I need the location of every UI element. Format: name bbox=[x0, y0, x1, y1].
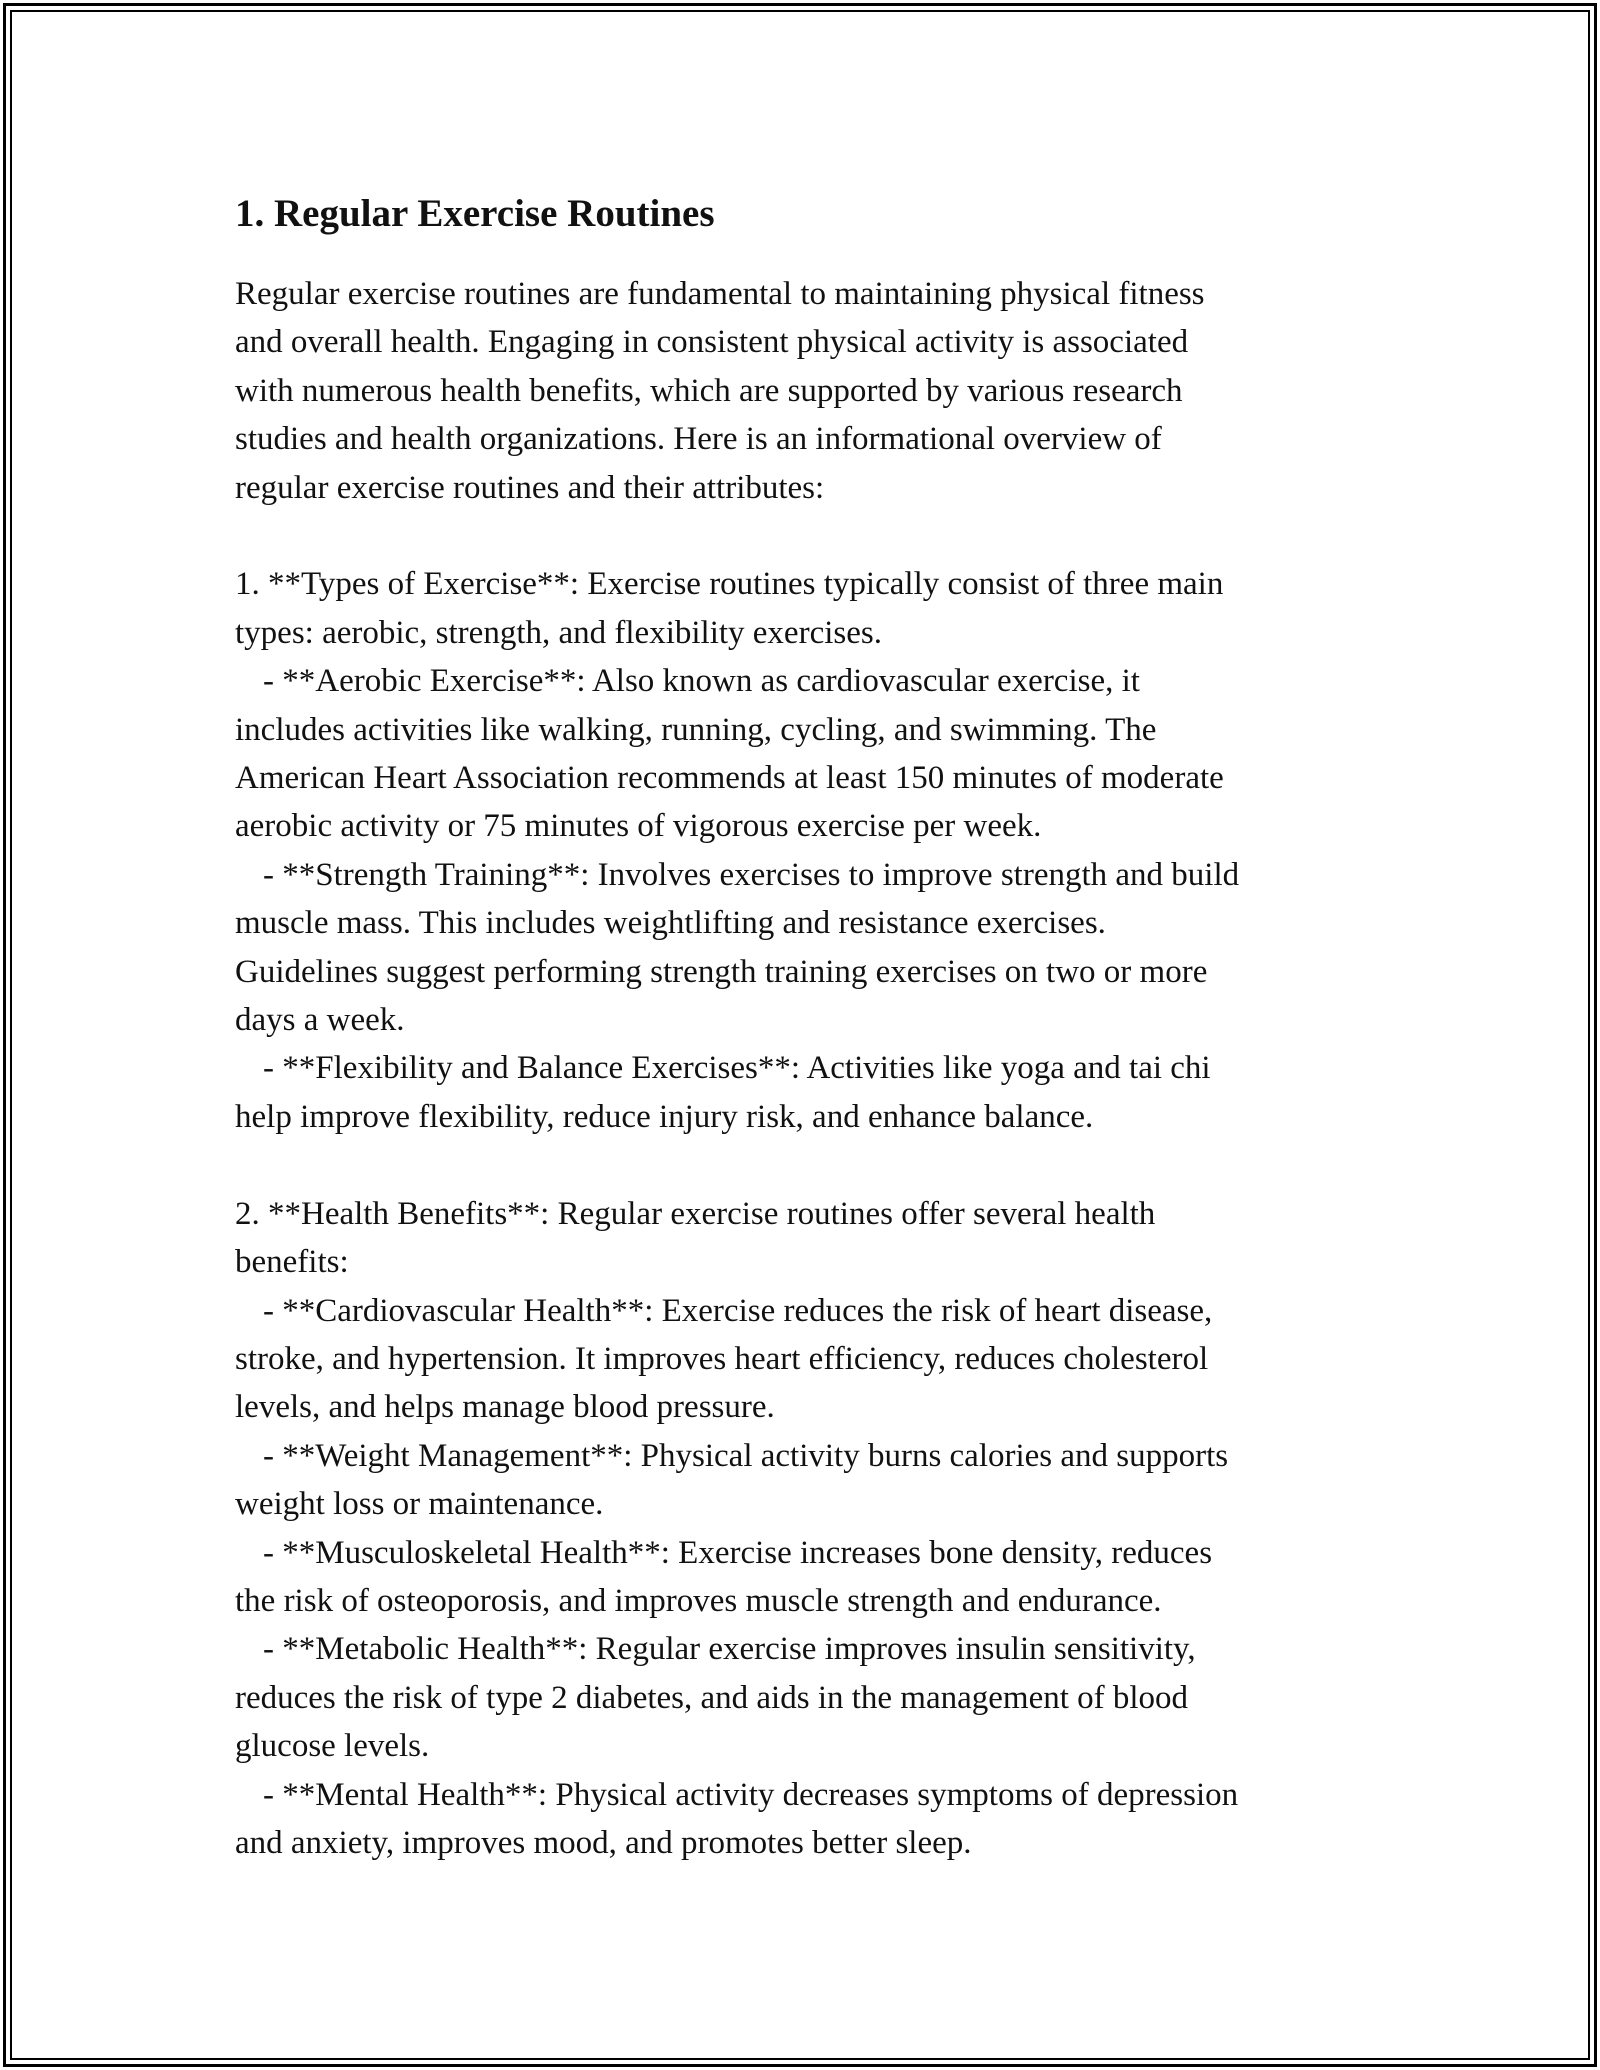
bullet-line: - **Cardiovascular Health**: Exercise reduces the risk of heart disease, bbox=[263, 1292, 1213, 1329]
bullet-line: - **Musculoskeletal Health**: Exercise increases bone density, reduces bbox=[263, 1534, 1213, 1571]
text-line: types: aerobic, strength, and flexibility exercises. bbox=[235, 614, 882, 651]
text-line: stroke, and hypertension. It improves heart efficiency, reduces cholesterol bbox=[235, 1340, 1209, 1377]
text-line: muscle mass. This includes weightlifting and resistance exercises. bbox=[235, 905, 1106, 942]
document-page bbox=[235, 188, 1365, 1867]
text-line: and anxiety, improves mood, and promotes better sleep. bbox=[235, 1824, 972, 1861]
text-line: benefits: bbox=[235, 1244, 349, 1281]
text-line: aerobic activity or 75 minutes of vigorous exercise per week. bbox=[235, 808, 1042, 845]
bullet-mental-health bbox=[235, 1771, 1365, 1868]
intro-paragraph bbox=[235, 270, 1365, 512]
text-line: 1. **Types of Exercise**: Exercise routines typically consist of three main bbox=[235, 566, 1224, 603]
text-line: Guidelines suggest performing strength training exercises on two or more bbox=[235, 953, 1208, 990]
page-title: 1. Regular Exercise Routines bbox=[235, 192, 715, 235]
bullet-aerobic-exercise bbox=[235, 657, 1365, 851]
bullet-cardiovascular-health bbox=[235, 1287, 1365, 1432]
text-line: American Heart Association recommends at least 150 minutes of moderate bbox=[235, 760, 1224, 797]
bullet-line: - **Weight Management**: Physical activity burns calories and supports bbox=[263, 1437, 1229, 1474]
text-line: help improve flexibility, reduce injury risk, and enhance balance. bbox=[235, 1098, 1094, 1135]
text-line: with numerous health benefits, which are supported by various research bbox=[235, 372, 1183, 409]
text-line: Regular exercise routines are fundamental to maintaining physical fitness bbox=[235, 276, 1205, 312]
paragraph-gap bbox=[235, 512, 1365, 560]
bullet-line: - **Strength Training**: Involves exercises to improve strength and build bbox=[263, 856, 1240, 893]
text-line: levels, and helps manage blood pressure. bbox=[235, 1389, 775, 1426]
bullet-line: - **Aerobic Exercise**: Also known as cardiovascular exercise, it bbox=[263, 663, 1140, 700]
text-line: weight loss or maintenance. bbox=[235, 1486, 604, 1523]
section-health-benefits bbox=[235, 1190, 1365, 1868]
bullet-line: - **Metabolic Health**: Regular exercise improves insulin sensitivity, bbox=[263, 1631, 1196, 1668]
bullet-strength-training bbox=[235, 851, 1365, 1045]
bullet-weight-management bbox=[235, 1432, 1365, 1529]
bullet-line: - **Flexibility and Balance Exercises**: Activities like yoga and tai chi bbox=[263, 1050, 1211, 1087]
text-line: days a week. bbox=[235, 1002, 405, 1039]
text-line: studies and health organizations. Here is an informational overview of bbox=[235, 421, 1162, 458]
text-line: glucose levels. bbox=[235, 1728, 430, 1765]
section-types-of-exercise bbox=[235, 560, 1365, 1141]
bullet-flexibility-balance bbox=[235, 1044, 1365, 1141]
text-line: and overall health. Engaging in consistent physical activity is associated bbox=[235, 324, 1189, 361]
text-line: reduces the risk of type 2 diabetes, and aids in the management of blood bbox=[235, 1679, 1189, 1716]
bullet-line: - **Mental Health**: Physical activity decreases symptoms of depression bbox=[263, 1776, 1239, 1813]
text-line: 2. **Health Benefits**: Regular exercise routines offer several health bbox=[235, 1195, 1156, 1232]
text-line: regular exercise routines and their attributes: bbox=[235, 469, 825, 506]
bullet-musculoskeletal-health bbox=[235, 1529, 1365, 1626]
text-line: includes activities like walking, running, cycling, and swimming. The bbox=[235, 711, 1157, 748]
text-line: the risk of osteoporosis, and improves muscle strength and endurance. bbox=[235, 1582, 1162, 1619]
paragraph-gap bbox=[235, 1141, 1365, 1189]
bullet-metabolic-health bbox=[235, 1625, 1365, 1770]
